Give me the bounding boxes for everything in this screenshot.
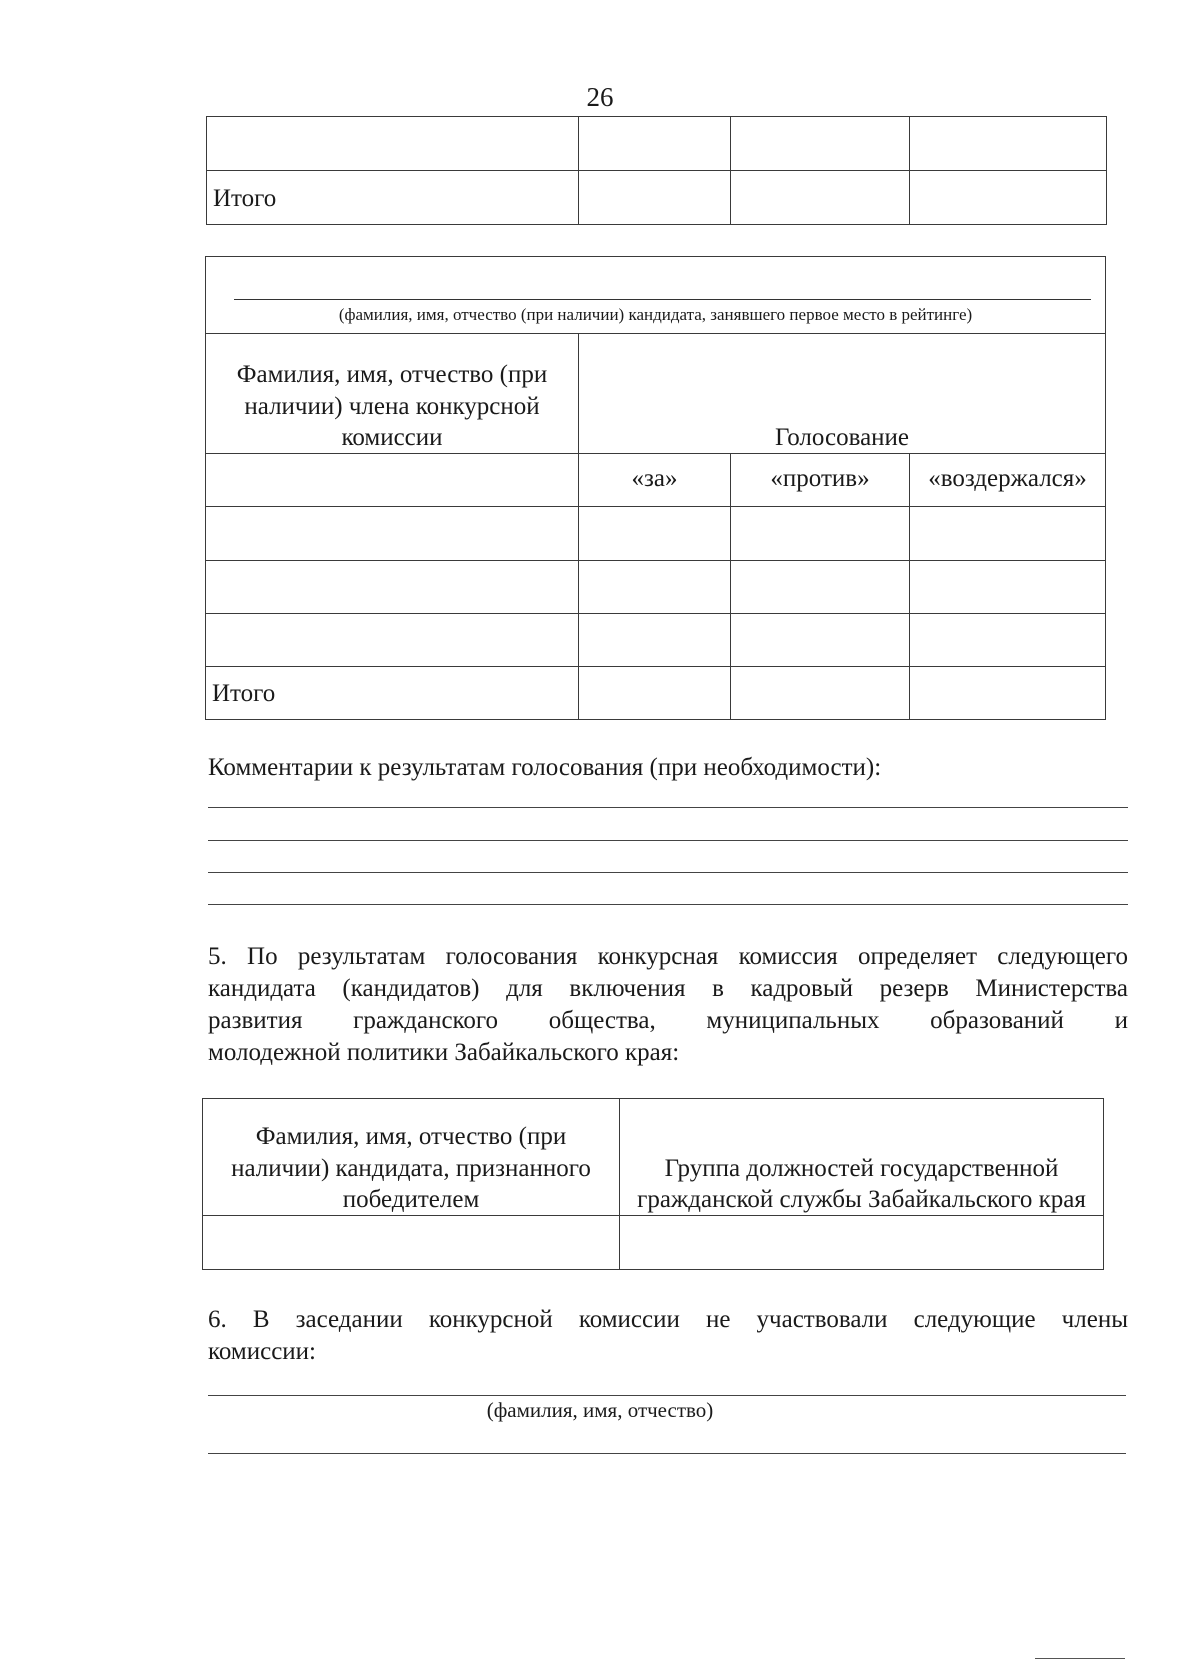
table-continuation — [206, 116, 1107, 225]
comment-line — [208, 807, 1128, 808]
section-6-line: 6. В заседании конкурсной комиссии не участвовали следующие члены — [208, 1306, 1128, 1333]
table-cell — [910, 561, 1106, 614]
section-5-line: молодежной политики Забайкальского края: — [208, 1039, 680, 1066]
table-cell — [207, 117, 579, 171]
table-cell — [203, 1216, 620, 1270]
table-cell — [206, 614, 579, 667]
table-cell — [206, 561, 579, 614]
candidate-name-line — [234, 299, 1091, 300]
table-cell — [910, 117, 1107, 171]
absent-members-caption: (фамилия, имя, отчество) — [486, 1398, 714, 1422]
footer-rule — [1035, 1658, 1125, 1659]
table-cell — [579, 117, 731, 171]
table-row — [206, 561, 1106, 614]
total-label: Итого — [206, 667, 579, 720]
table-cell — [579, 507, 731, 561]
table-cell — [620, 1216, 1104, 1270]
table-cell — [731, 614, 910, 667]
table-cell — [910, 667, 1106, 720]
table-row — [206, 507, 1106, 561]
candidate-name-cell — [206, 257, 1106, 334]
candidate-caption: (фамилия, имя, отчество (при наличии) кандидата, занявшего первое место в рейтинге) — [338, 304, 973, 324]
table-row — [203, 1099, 1104, 1216]
table-row — [203, 1216, 1104, 1270]
table-cell — [910, 507, 1106, 561]
absent-members-line — [208, 1395, 1126, 1396]
position-group-header: Группа должностей государственной гражданской службы Забайкальского края — [620, 1099, 1104, 1216]
table-row — [206, 454, 1106, 507]
vote-for-header: «за» — [579, 454, 731, 507]
table-cell — [579, 667, 731, 720]
table-cell — [731, 117, 910, 171]
winner-table — [202, 1098, 1104, 1270]
table-cell — [731, 171, 910, 225]
winner-name-header: Фамилия, имя, отчество (при наличии) кандидата, признанного победителем — [203, 1099, 620, 1216]
section-6-paragraph — [208, 1304, 1128, 1368]
comment-line — [208, 872, 1128, 873]
comments-label: Комментарии к результатам голосования (при необходимости): — [208, 754, 882, 781]
table-cell — [206, 507, 579, 561]
table-cell — [579, 561, 731, 614]
table-cell — [910, 614, 1106, 667]
comment-line — [208, 840, 1128, 841]
total-label: Итого — [207, 171, 579, 225]
table-cell — [579, 171, 731, 225]
table-cell — [206, 454, 579, 507]
table-row — [207, 117, 1107, 171]
table-cell — [731, 507, 910, 561]
member-header: Фамилия, имя, отчество (при наличии) члена конкурсной комиссии — [206, 334, 579, 454]
table-row — [207, 171, 1107, 225]
table-cell — [731, 667, 910, 720]
comment-line — [208, 904, 1128, 905]
vote-abstained-header: «воздержался» — [910, 454, 1106, 507]
absent-members-line — [208, 1453, 1126, 1454]
voting-table — [205, 256, 1106, 720]
table-cell — [731, 561, 910, 614]
vote-against-header: «против» — [731, 454, 910, 507]
page-number: 26 — [586, 82, 614, 112]
section-6-line: комиссии: — [208, 1338, 316, 1365]
table-row — [206, 614, 1106, 667]
table-cell — [579, 614, 731, 667]
section-5-line: кандидата (кандидатов) для включения в кадровый резерв Министерства — [208, 975, 1128, 1002]
table-row — [206, 257, 1106, 334]
voting-header: Голосование — [579, 334, 1106, 454]
table-cell — [910, 171, 1107, 225]
table-row — [206, 334, 1106, 454]
table-row — [206, 667, 1106, 720]
section-5-paragraph — [208, 941, 1128, 1069]
section-5-line: 5. По результатам голосования конкурсная комиссия определяет следующего — [208, 943, 1128, 970]
section-5-line: развития гражданского общества, муниципальных образований и — [208, 1007, 1128, 1034]
